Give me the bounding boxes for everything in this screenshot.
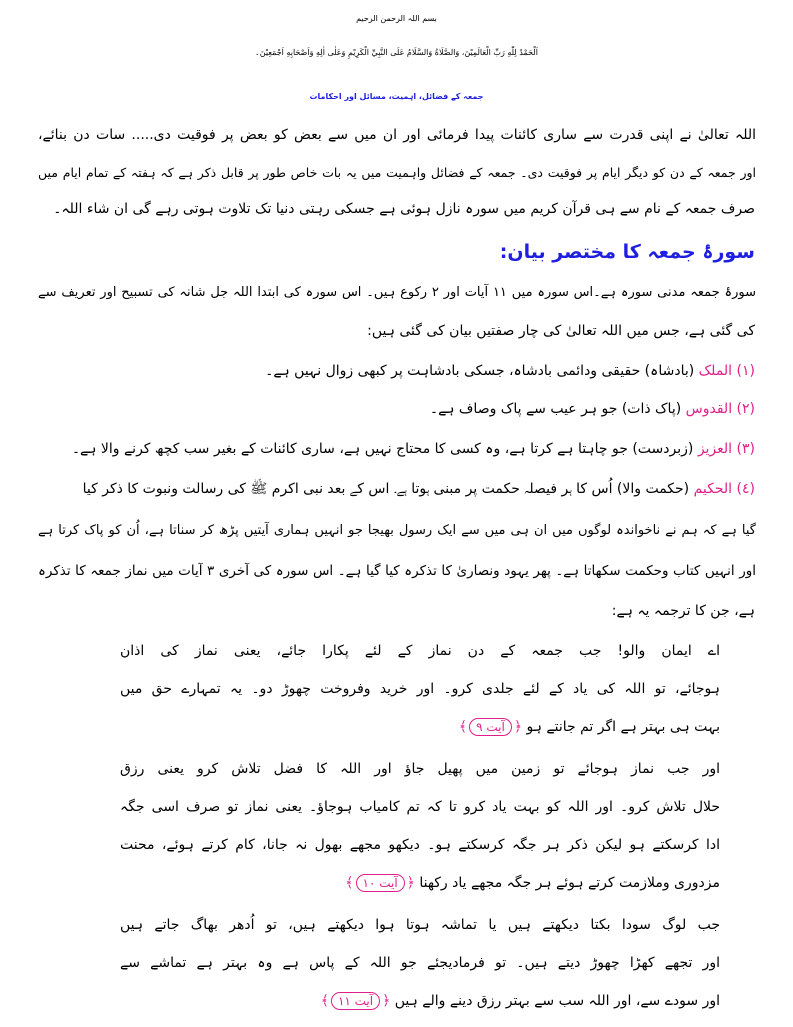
attribute-text: (زبردست) جو چاہتا ہے کرتا ہے، وہ کسی کا محتاج نہیں ہے، ساری کائنات کے بغیر سب کچھ کرنے والا ہے۔ [71, 441, 694, 457]
verse10-line-3: ادا کرسکتے ہو لیکن ذکر ہر جگہ کرسکتے ہو۔ دیکھو مجھے بھول نہ جانا، کام کرتے ہوئے، محنت [120, 837, 720, 853]
attribute-name: القدوس [685, 401, 733, 417]
summary-line-2: کی گئی ہے، جس میں اللہ تعالیٰ کی چار صفتیں بیان کی گئی ہیں: [367, 323, 755, 339]
verse-text: اور سودے سے، اور اللہ سب سے بہتر رزق دینے والے ہیں [394, 993, 720, 1009]
attribute-number: (١) [736, 363, 755, 379]
attribute-item [72, 438, 755, 460]
verse10-line-4 [345, 872, 720, 894]
attribute-number: (٣) [736, 441, 755, 457]
ayah-bracket-close: ﴾ [320, 993, 329, 1009]
attribute-name: الحکیم [693, 481, 733, 497]
ayah-reference: آیت ٩ [469, 718, 512, 736]
ayah-bracket-close: ﴾ [458, 719, 468, 735]
attribute-item [265, 360, 755, 382]
praise-line: اَلْحَمْدُ لِلّٰهِ رَبِّ الْعَالَمِيْنَ، وَالصَّلَاةُ وَالسَّلَامُ عَلَى النَّبِيِّ الْكَرِيْمِ وَعَلٰى اٰلِهِ وَاَصْحَابِهِ اَجْمَعِيْنَ۔ [255, 48, 538, 57]
verse-text: بہت ہی بہتر ہے اگر تم جانتے ہو [526, 719, 720, 735]
intro-line-3: صرف جمعہ کے نام سے ہی قرآن کریم میں سورہ نازل ہوئی ہے جسکی رہتی دنیا تک تلاوت ہوتی رہے گی ان شاء اللہ۔ [53, 201, 755, 217]
attribute-name: العزیز [697, 441, 733, 457]
ayah-bracket-open: ﴿ [406, 875, 415, 891]
attribute-text: (پاک ذات) جو ہر عیب سے پاک وصاف ہے۔ [429, 401, 682, 417]
attribute-number: (٤) [736, 481, 755, 497]
after-line-3: ہے، جن کا ترجمہ یہ ہے: [611, 603, 755, 619]
verse11-line-3 [321, 990, 720, 1012]
after-line-2: اور انہیں کتاب وحکمت سکھاتا ہے۔ پھر یہود ونصاریٰ کا تذکرہ کیا گیا ہے۔ اس سورہ کی آخری ٣ آیات میں نماز جمعہ کا تذکرہ [38, 563, 756, 579]
attribute-number: (٢) [736, 401, 755, 417]
verse11-line-1: جب لوگ سودا بکتا دیکھتے ہیں یا تماشہ ہوتا ہوا دیکھتے ہیں، تو اُدھر بھاگ جاتے ہیں [120, 917, 720, 933]
ayah-reference: آیت ١٠ [356, 874, 405, 892]
attribute-text: (بادشاہ) حقیقی ودائمی بادشاہ، جسکی بادشاہت پر کبھی زوال نہیں ہے۔ [265, 363, 695, 379]
verse9-line-1: اے ایمان والو! جب جمعہ کے دن نماز کے لئے پکارا جائے، یعنی نماز کی اذان [120, 643, 720, 659]
summary-line-1: سورۂ جمعہ مدنی سورہ ہے۔اس سورہ میں ١١ آیات اور ٢ رکوع ہیں۔ اس سورہ کی ابتدا اللہ جل شانہ کی تسبیح اور تعریف سے [38, 285, 756, 300]
intro-line-2: اور جمعہ کے دن کو دیگر ایام پر فوقیت دی۔ جمعہ کے فضائل واہمیت میں یہ بات خاص طور پر قابل ذکر ہے کہ ہفتہ کے تمام ایام میں [38, 165, 756, 180]
ayah-bracket-open: ﴿ [513, 719, 523, 735]
after-line-1: گیا ہے کہ ہم نے ناخواندہ لوگوں میں ان ہی میں سے ایک رسول بھیجا جو انہیں ہماری آیتیں پڑھ کر سناتا ہے، اُن کو پاک کرتا ہے [38, 523, 756, 538]
verse10-line-1: اور جب نماز ہوجائے تو زمین میں پھیل جاؤ اور اللہ کا فضل تلاش کرو یعنی رزق [120, 761, 720, 777]
ayah-bracket-open: ﴿ [382, 993, 391, 1009]
attribute-text: (حکمت والا) اُس کا ہر فیصلہ حکمت پر مبنی ہوتا ہے۔ اس کے بعد نبی اکرم ﷺ کی رسالت ونبوت کا ذکر کیا [82, 481, 690, 497]
verse9-line-2: ہوجائے، تو اللہ کی یاد کے لئے جلدی کرو۔ اور خرید وفروخت چھوڑ دو۔ یہ تمہارے حق میں [120, 681, 720, 697]
verse-text: مزدوری وملازمت کرتے ہوئے ہر جگہ مجھے یاد رکھنا [419, 875, 720, 891]
page-title: جمعہ کے فضائل، اہمیت، مسائل اور احکامات [309, 92, 484, 101]
bismillah: بسم اللہ الرحمن الرحیم [356, 14, 437, 23]
verse9-line-3 [459, 716, 720, 738]
ayah-reference: آیت ١١ [331, 992, 380, 1010]
section-heading: سورۂ جمعہ کا مختصر بیان: [499, 241, 755, 263]
attribute-item [83, 478, 755, 500]
attribute-item [430, 398, 755, 420]
verse10-line-2: حلال تلاش کرو۔ اور اللہ کو بہت یاد کرو تا کہ تم کامیاب ہوجاؤ۔ یعنی نماز تو صرف اسی جگہ [120, 799, 720, 815]
attribute-name: الملک [698, 363, 733, 379]
verse11-line-2: اور تجھے کھڑا چھوڑ دیتے ہیں۔ تو فرمادیجئے جو اللہ کے پاس ہے وہ بہتر ہے تماشے سے [120, 955, 720, 971]
intro-line-1: اللہ تعالیٰ نے اپنی قدرت سے ساری کائنات پیدا فرمائی اور ان میں سے بعض کو بعض پر فوقیت دی..... سات دن بنائے، [38, 127, 756, 143]
ayah-bracket-close: ﴾ [345, 875, 354, 891]
